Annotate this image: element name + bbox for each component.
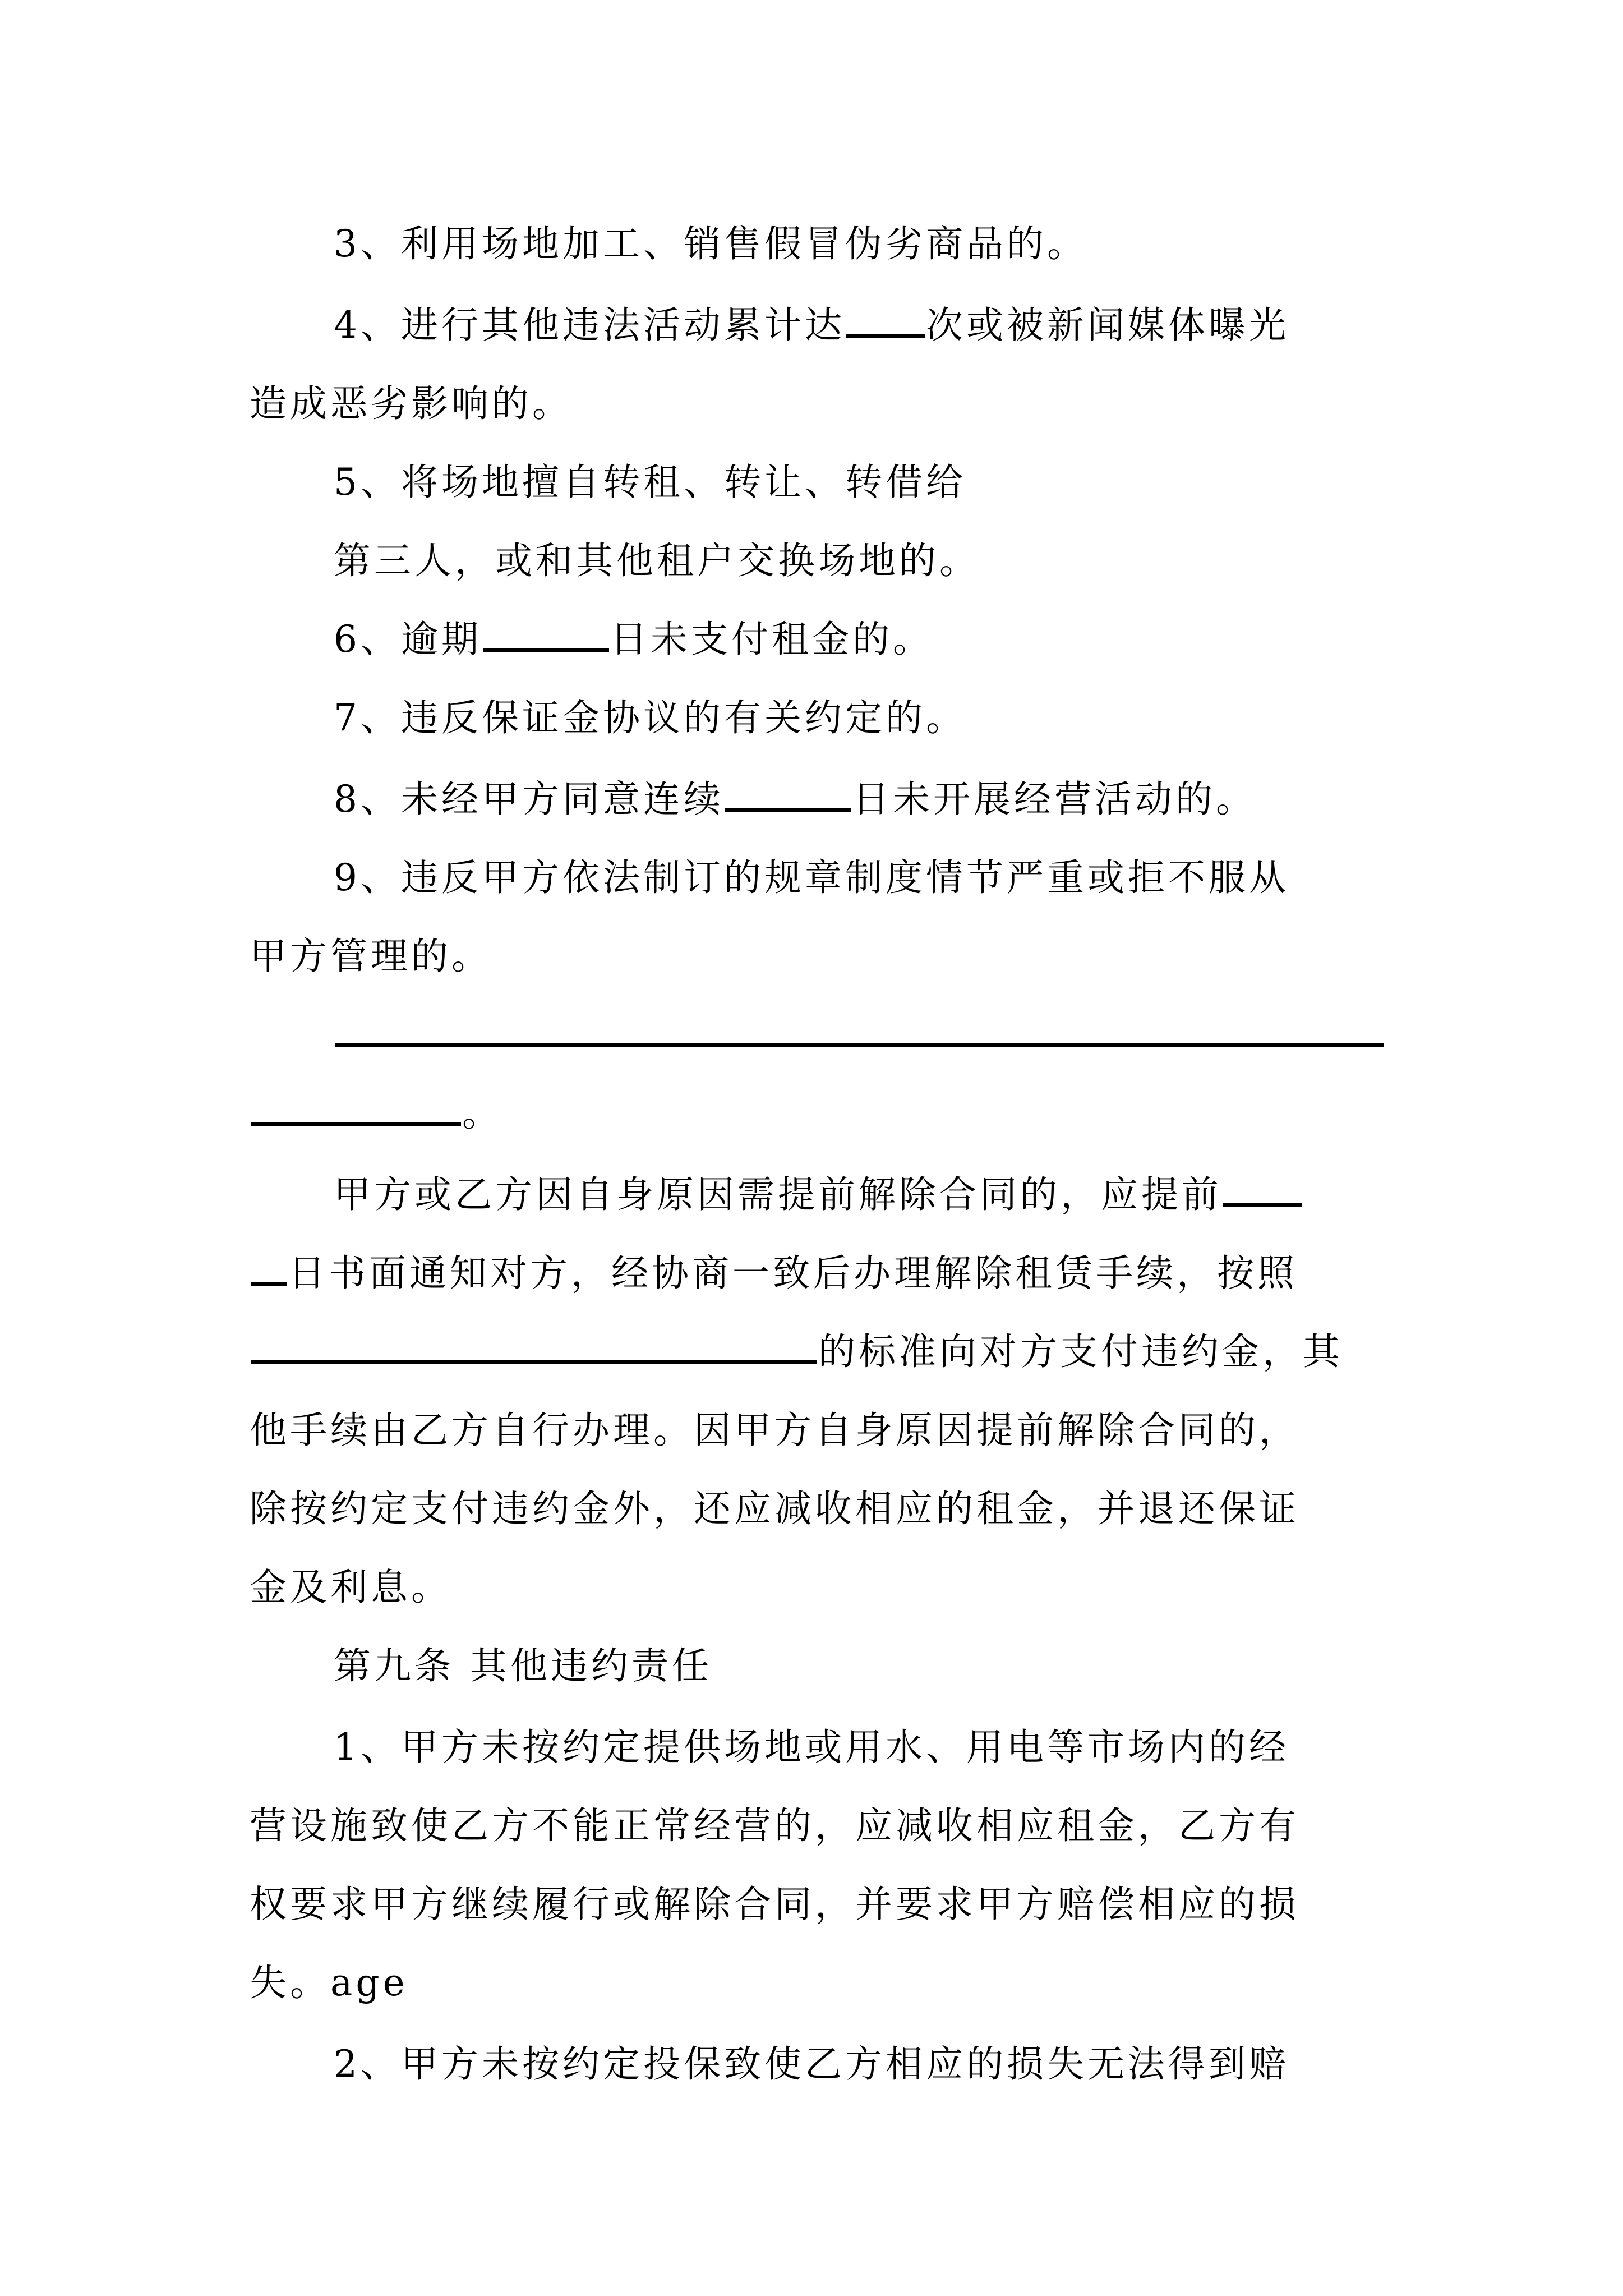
line-text: 日书面通知对方，经协商一致后办理解除租赁手续，按照 [288,1251,1298,1295]
clause-line-8 [334,754,1256,844]
line-text: 9、违反甲方依法制订的规章制度情节严重或拒不服从 [334,856,1289,899]
line-text: 6、逾期 [334,618,482,661]
long-blank-line [334,990,1385,1080]
clause-line-9 [334,833,1289,923]
article-heading [334,1621,712,1711]
line-text: 营设施致使乙方不能正常经营的，应减收相应租金，乙方有 [250,1804,1299,1847]
article-clause-1-line-3 [250,1860,1299,1949]
termination-paragraph-line-1 [334,1150,1303,1240]
line-text: 他手续由乙方自行办理。因甲方自身原因提前解除合同的， [250,1409,1299,1452]
termination-paragraph-line-3 [250,1307,1343,1397]
line-text: 失。age [250,1961,408,2004]
clause-line-3 [334,199,1087,289]
line-text: 7、违反保证金协议的有关约定的。 [334,696,966,739]
line-text: 2、甲方未按约定投保致使乙方相应的损失无法得到赔 [334,2042,1289,2086]
line-text: 的标准向对方支付违约金，其 [818,1330,1343,1373]
clause-line-9-cont [250,912,492,1001]
line-text: 次或被新闻媒体曝光 [926,303,1289,347]
termination-paragraph-line-2 [250,1228,1298,1318]
line-text: 日未开展经营活动的。 [852,777,1256,821]
line-text: 8、未经甲方同意连续 [334,777,724,821]
article-clause-1-line-2 [250,1781,1299,1871]
line-text: 金及利息。 [250,1566,451,1609]
clause-line-5 [334,438,966,527]
fill-in-blank[interactable] [251,1338,817,1364]
termination-paragraph-line-6 [250,1543,451,1632]
line-text: 除按约定支付违约金外，还应减收相应的租金，并退还保证 [250,1487,1299,1530]
fill-in-blank[interactable] [251,1099,461,1126]
clause-line-4 [334,280,1289,370]
long-blank-line-cont [250,1069,502,1158]
termination-paragraph-line-5 [250,1464,1299,1554]
line-text: 3、利用场地加工、销售假冒伪劣商品的。 [334,222,1087,265]
termination-paragraph-line-4 [250,1386,1299,1475]
clause-line-7 [334,673,966,763]
line-text: 。 [462,1092,502,1135]
line-text: 1、甲方未按约定提供场地或用水、用电等市场内的经 [334,1726,1289,1769]
line-text: 日未支付租金的。 [610,618,933,661]
article-clause-1-line-4 [250,1938,408,2028]
fill-in-blank[interactable] [483,625,609,652]
line-text: 第三人，或和其他租户交换场地的。 [334,539,980,582]
line-text: 第九条 其他违约责任 [334,1644,712,1687]
fill-in-blank[interactable] [335,1021,1384,1047]
clause-line-6 [334,595,933,684]
clause-line-5-cont [334,516,980,606]
fill-in-blank[interactable] [251,1259,287,1286]
fill-in-blank[interactable] [846,311,925,338]
line-text: 权要求甲方继续履行或解除合同，并要求甲方赔偿相应的损 [250,1883,1299,1926]
article-clause-2-line-1 [334,2019,1289,2109]
line-text: 甲方或乙方因自身原因需提前解除合同的，应提前 [334,1173,1222,1216]
line-text: 5、将场地擅自转租、转让、转借给 [334,461,966,504]
line-text: 甲方管理的。 [250,935,492,978]
fill-in-blank[interactable] [725,785,851,812]
clause-line-4-cont [250,359,573,449]
fill-in-blank[interactable] [1223,1181,1302,1207]
line-text: 造成恶劣影响的。 [250,382,573,425]
line-text: 4、进行其他违法活动累计达 [334,303,845,347]
article-clause-1-line-1 [334,1703,1289,1792]
